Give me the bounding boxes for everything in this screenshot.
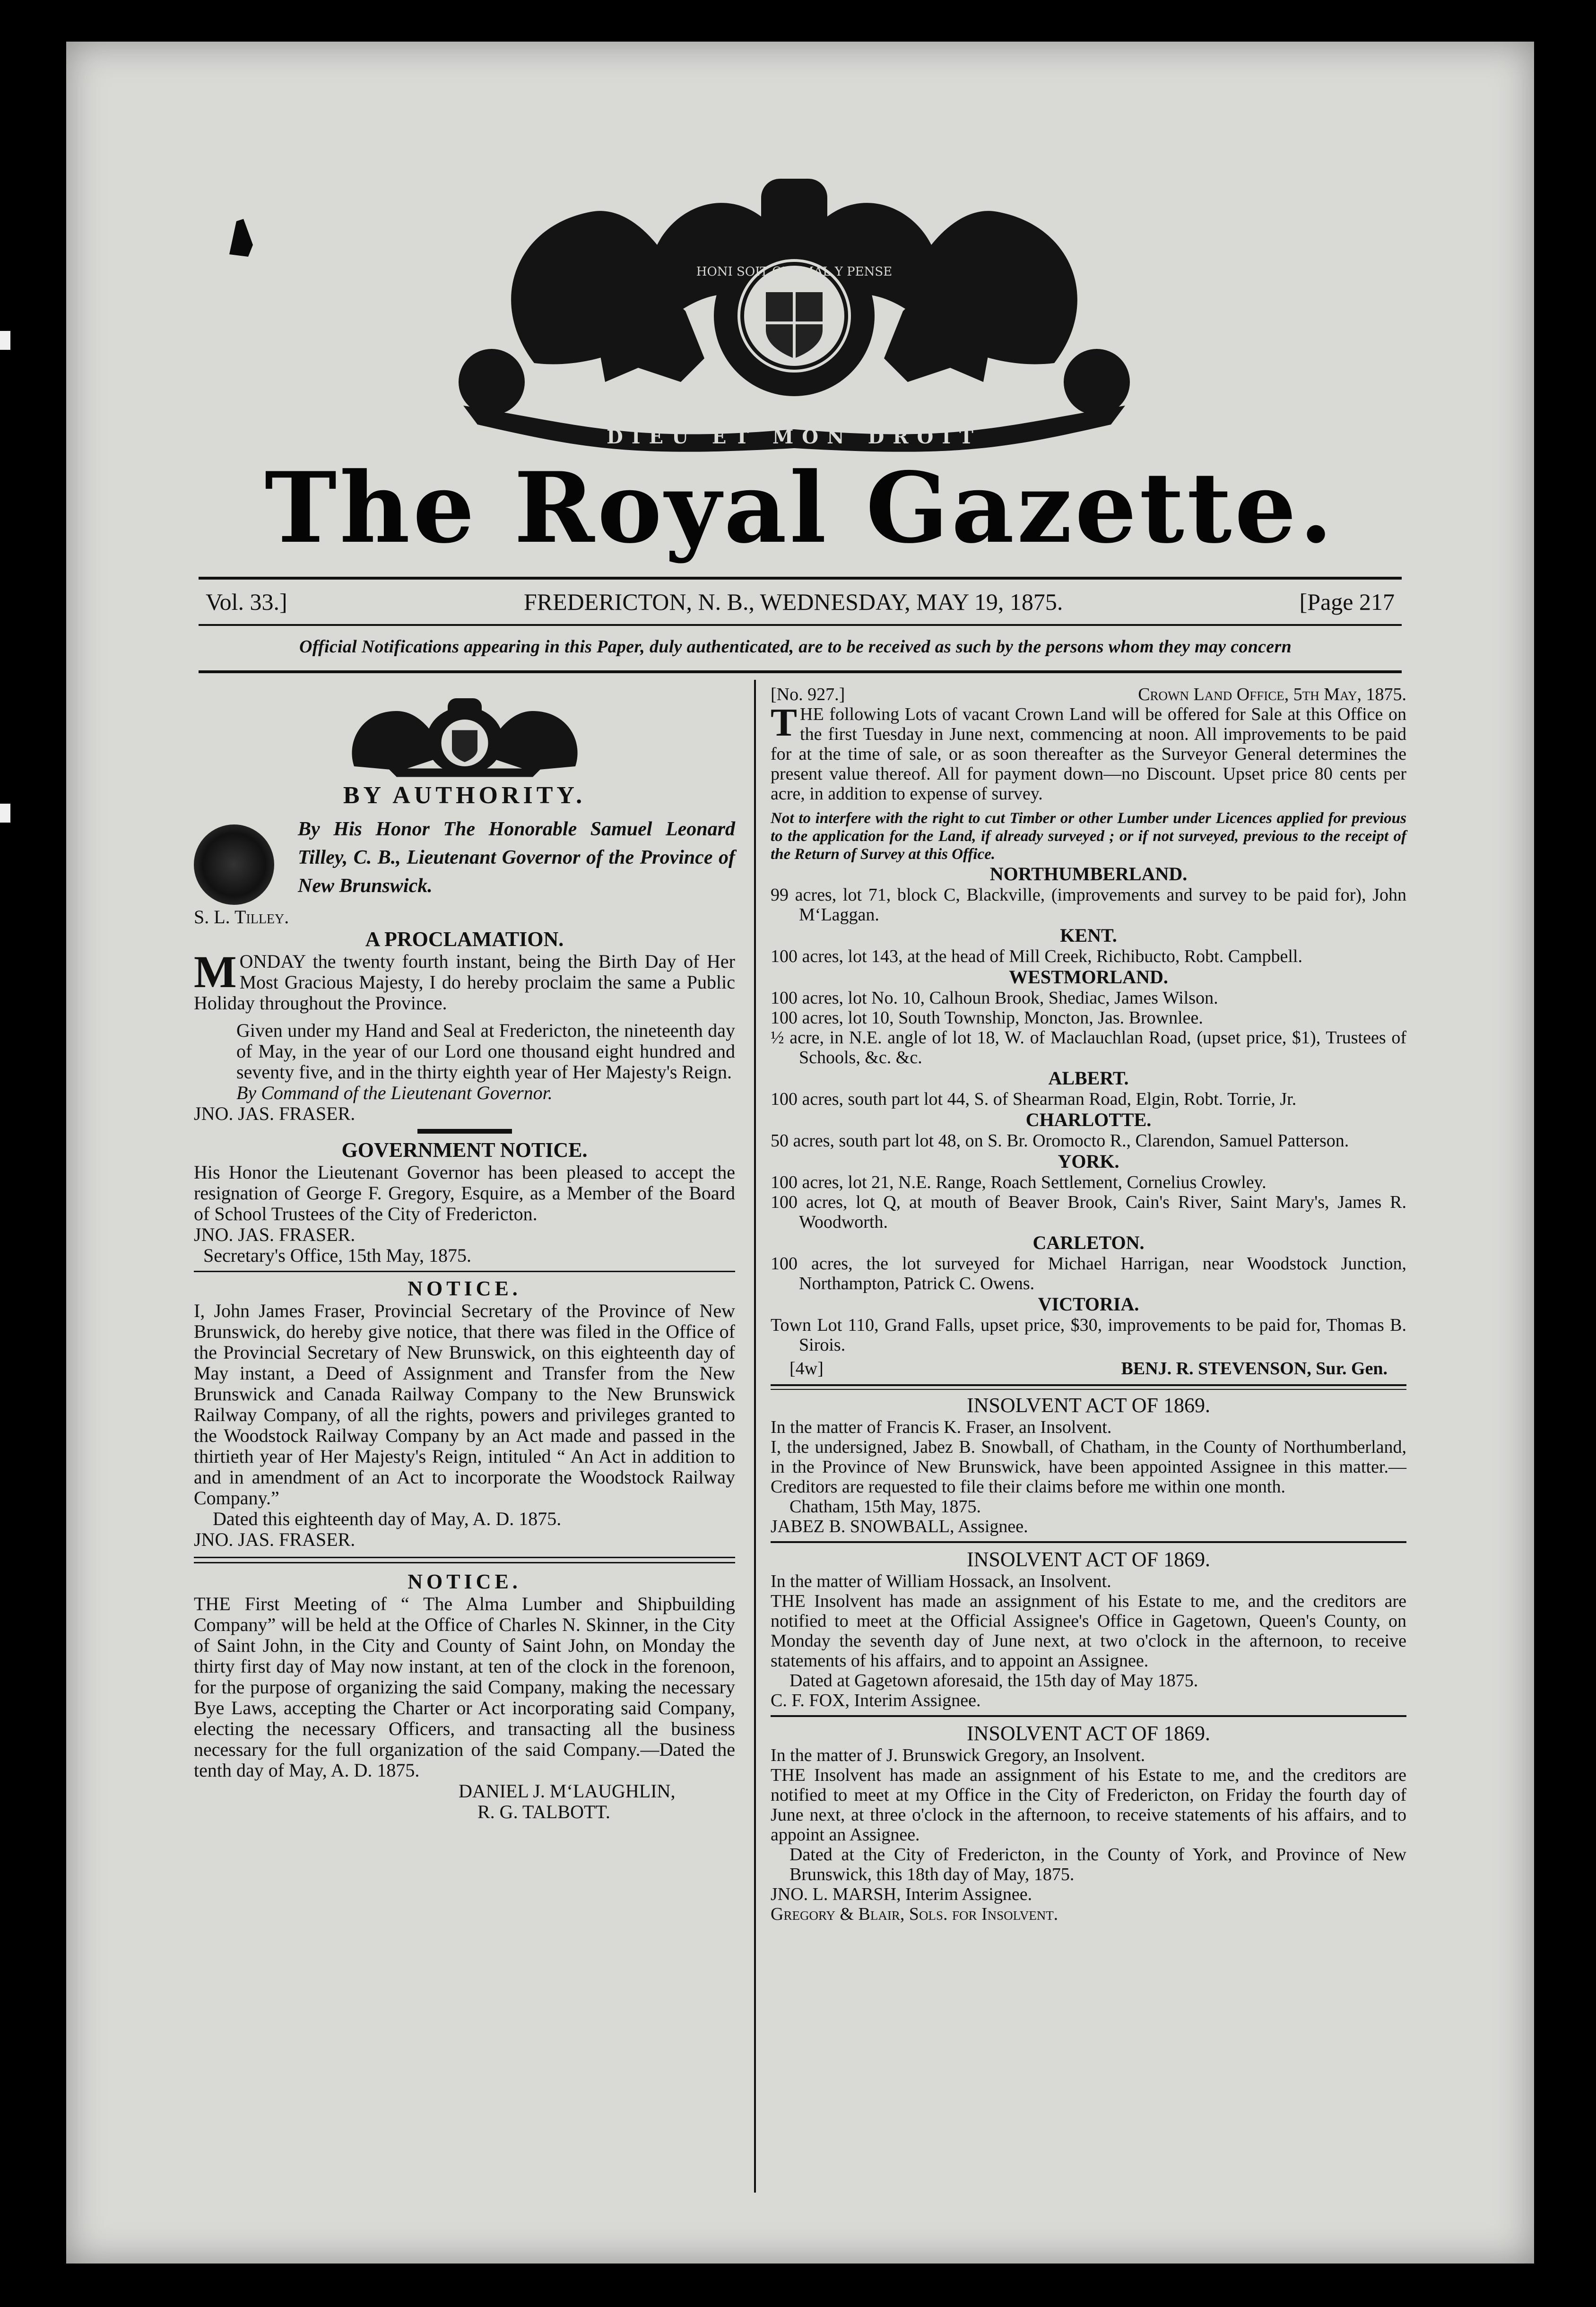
svg-text:HONI SOIT QUI MAL Y PENSE: HONI SOIT QUI MAL Y PENSE — [696, 265, 893, 279]
signature-fraser-1: JNO. JAS. FRASER. — [194, 1103, 356, 1124]
section-rule — [194, 1562, 735, 1563]
land-lot-entry: ½ acre, in N.E. angle of lot 18, W. of Maclauchlan Road, (upset price, $1), Trustees of Schools, &c. &c. — [771, 1028, 1406, 1067]
insolvent-matter-3: In the matter of J. Brunswick Gregory, an Insolvent. — [771, 1745, 1145, 1765]
secretary-office-date: Secretary's Office, 15th May, 1875. — [203, 1245, 472, 1266]
land-lot-entry: 100 acres, south part lot 44, S. of Shearman Road, Elgin, Robt. Torrie, Jr. — [771, 1089, 1297, 1109]
insolvent-dated-3: Dated at the City of Fredericton, in the County of York, and Province of New Brunswick, this 18th day of May, 1875. — [789, 1845, 1406, 1884]
insolvent-signature-3: JNO. L. MARSH, Interim Assignee. — [771, 1884, 1032, 1904]
official-seal — [194, 824, 274, 905]
land-lot-entry: 100 acres, lot No. 10, Calhoun Brook, Shediac, James Wilson. — [771, 988, 1218, 1008]
land-lot-entry: 100 acres, lot 10, South Township, Moncton, Jas. Brownlee. — [771, 1008, 1203, 1028]
county-heading: KENT. — [1060, 925, 1117, 946]
insolvent-matter-2: In the matter of William Hossack, an Insolvent. — [771, 1571, 1111, 1591]
stevenson-signature-line — [771, 1359, 1406, 1379]
crown-land-office-date: Crown Land Office, 5th May, 1875. — [1138, 685, 1406, 704]
insolvent-act-heading-1: INSOLVENT ACT OF 1869. — [966, 1394, 1211, 1417]
signature-fraser-2: JNO. JAS. FRASER. — [194, 1224, 356, 1245]
by-authority-heading: BY AUTHORITY. — [343, 782, 586, 809]
signature-tilley: S. L. Tilley. — [194, 906, 289, 928]
scan-edge-tab-top — [0, 331, 10, 350]
insolvent-act-heading-2: INSOLVENT ACT OF 1869. — [966, 1548, 1211, 1571]
proclamation-heading: A PROCLAMATION. — [365, 928, 564, 951]
masthead-rule-top — [199, 577, 1402, 580]
land-lot-entry: 100 acres, lot Q, at mouth of Beaver Brook, Cain's River, Saint Mary's, James R. Woodworth. — [771, 1192, 1406, 1232]
scan-edge-tab-bottom — [0, 804, 10, 823]
proclamation-authority: By His Honor The Honorable Samuel Leonard Tilley, C. B., Lieutenant Governor of the Province of New Brunswick. — [298, 818, 735, 897]
notice-signature-talbott: R. G. TALBOTT. — [477, 1801, 610, 1822]
by-command: By Command of the Lieutenant Governor. — [236, 1082, 553, 1103]
land-lot-entry: 100 acres, the lot surveyed for Michael Harrigan, near Woodstock Junction, Northampton, Patrick C. Owens. — [771, 1254, 1406, 1293]
crown-land-intro-text: HE following Lots of vacant Crown Land will be offered for Sale at this Office on the first Tuesday in June next, commencing at noon. All improvements to be paid for at the time of sale, or as soon thereafter as the Surveyor General determines the present value thereof. All for payment down—no Discount. Upset price 80 cents per acre, in addition to expense of survey. — [771, 704, 1406, 804]
crown-land-proviso: Not to interfere with the right to cut Timber or other Lumber under Licences applied for previous to the application for the Land, if already surveyed ; or if not surveyed, previous to the receipt of the Return of Survey at this Office. — [771, 810, 1406, 863]
land-lot-entry: 99 acres, lot 71, block C, Blackville, (improvements and survey to be paid for), John M‘Laggan. — [771, 885, 1406, 925]
government-notice-body: His Honor the Lieutenant Governor has been pleased to accept the resignation of George F. Gregory, Esquire, as a Member of the Board of School Trustees of the City of Fredericton. — [194, 1162, 735, 1224]
county-lot-listings — [771, 863, 1406, 1355]
section-rule — [771, 1541, 1406, 1543]
county-heading: CHARLOTTE. — [1025, 1109, 1152, 1130]
insolvent-dated-1: Chatham, 15th May, 1875. — [789, 1497, 981, 1517]
crown-land-header — [771, 685, 1406, 704]
insolvent-act-heading-3: INSOLVENT ACT OF 1869. — [966, 1722, 1211, 1745]
masthead-rule-mid — [199, 624, 1402, 626]
county-heading: NORTHUMBERLAND. — [989, 863, 1188, 885]
section-rule — [417, 1129, 512, 1134]
section-rule — [771, 1389, 1406, 1390]
section-rule — [771, 1384, 1406, 1386]
county-heading: VICTORIA. — [1038, 1293, 1139, 1315]
small-royal-arms-emblem — [323, 694, 607, 779]
county-heading: YORK. — [1058, 1151, 1119, 1172]
section-rule — [194, 1557, 735, 1558]
land-lot-entry: 100 acres, lot 143, at the head of Mill Creek, Richibucto, Robt. Campbell. — [771, 946, 1302, 966]
royal-coat-of-arms-emblem — [392, 160, 1196, 462]
place-and-date: FREDERICTON, N. B., WEDNESDAY, MAY 19, 1875. — [523, 589, 1063, 615]
county-heading: ALBERT. — [1048, 1067, 1129, 1089]
column-divider — [754, 680, 756, 2193]
insolvent-signature-2: C. F. FOX, Interim Assignee. — [771, 1691, 981, 1710]
svg-text:DIEU ET MON DROIT: DIEU ET MON DROIT — [607, 426, 982, 448]
section-rule — [771, 1715, 1406, 1717]
land-lot-entry: 50 acres, south part lot 48, on S. Br. Oromocto R., Clarendon, Samuel Patterson. — [771, 1131, 1349, 1151]
notice-number: [No. 927.] — [771, 685, 845, 704]
proclamation-text: ONDAY the twenty fourth instant, being the Birth Day of Her Most Gracious Majesty, I do hereby proclaim the same a Public Holiday throughout the Province. — [194, 951, 735, 1014]
county-heading: WESTMORLAND. — [1009, 966, 1168, 988]
proclamation-given: Given under my Hand and Seal at Fredericton, the nineteenth day of May, in the year of our Lord one thousand eight hundred and seventy five, and in the thirty eighth year of Her Majesty's Reign. — [236, 1020, 735, 1083]
newspaper-title: The Royal Gazette. — [264, 451, 1336, 565]
insolvent-dated-2: Dated at Gagetown aforesaid, the 15th day of May 1875. — [789, 1671, 1198, 1691]
ink-blot-mark — [225, 217, 258, 259]
masthead-rule-bottom — [199, 670, 1402, 673]
dateline — [206, 585, 1395, 618]
crown-land-drop-cap: T — [771, 701, 798, 745]
insolvent-signature-1: JABEZ B. SNOWBALL, Assignee. — [771, 1517, 1028, 1536]
government-notice-heading: GOVERNMENT NOTICE. — [341, 1138, 588, 1162]
volume-number: Vol. 33.] — [206, 589, 287, 615]
insolvent-body-3: THE Insolvent has made an assignment of his Estate to me, and the creditors are notified to meet at my Office in the City of Fredericton, on Friday the fourth day of June next, at three o'clock in the afternoon, to receive statements of his affairs, and to appoint an Assignee. — [771, 1765, 1406, 1845]
crown-land-intro — [771, 701, 1406, 804]
left-column — [194, 685, 735, 1822]
solicitors-line: Gregory & Blair, Sols. for Insolvent. — [771, 1904, 1058, 1924]
proclamation-body — [194, 946, 735, 1014]
right-column — [771, 685, 1406, 1924]
signature-fraser-3: JNO. JAS. FRASER. — [194, 1529, 356, 1550]
insolvent-body-2: THE Insolvent has made an assignment of his Estate to me, and the creditors are notified to meet at the Official Assignee's Office in Gagetown, Queen's County, on Monday the seventh day of June next, at two o'clock in the afternoon, to receive statements of his affairs, and to appoint an Assignee. — [771, 1591, 1406, 1671]
proclamation-drop-cap: M — [194, 946, 237, 997]
notice-body-1: I, John James Fraser, Provincial Secretary of the Province of New Brunswick, do hereby give notice, that there was filed in the Office of the Provincial Secretary of New Brunswick, on this eighteenth day of May instant, a Deed of Assignment and Transfer from the New Brunswick and Canada Railway Company to the New Brunswick Railway Company, of all the rights, powers and privileges granted to the Woodstock Railway Company by an Act made and passed in the thirtieth year of Her Majesty's Reign, intituled “ An Act in addition to and in amendment of an Act to incorporate the Woodstock Railway Company.” — [194, 1300, 735, 1509]
section-rule — [194, 1271, 735, 1272]
notice-body-2: THE First Meeting of “ The Alma Lumber and Shipbuilding Company” will be held at the Office of Charles N. Skinner, in the City of Saint John, in the City and County of Saint John, on Monday the thirty first day of May now instant, at ten of the clock in the forenoon, for the purpose of organizing the said Company, making the necessary Bye Laws, accepting the Charter or Act incorporating said Company, electing the necessary Officers, and transacting all the business necessary for the full organization of the said Company.—Dated the tenth day of May, A. D. 1875. — [194, 1593, 735, 1781]
notice-dated-1: Dated this eighteenth day of May, A. D. 1875. — [213, 1508, 562, 1529]
notice-heading-1: NOTICE. — [408, 1277, 521, 1300]
signature-stevenson: BENJ. R. STEVENSON, Sur. Gen. — [1121, 1359, 1388, 1379]
notice-heading-2: NOTICE. — [408, 1570, 521, 1593]
land-lot-entry: Town Lot 110, Grand Falls, upset price, $30, improvements to be paid for, Thomas B. Sirois. — [771, 1315, 1406, 1355]
notice-signature-mclaughlin: DANIEL J. M‘LAUGHLIN, — [459, 1780, 676, 1802]
official-notifications-note: Official Notifications appearing in this Paper, duly authenticated, are to be received as such by the persons whom they may concern — [299, 637, 1292, 657]
county-heading: CARLETON. — [1032, 1232, 1145, 1253]
gazette-page — [66, 42, 1534, 2264]
land-lot-entry: 100 acres, lot 21, N.E. Range, Roach Settlement, Cornelius Crowley. — [771, 1172, 1266, 1192]
insertion-count: [4w] — [789, 1359, 824, 1379]
insolvent-matter-1: In the matter of Francis K. Fraser, an Insolvent. — [771, 1417, 1112, 1437]
page-number: [Page 217 — [1299, 589, 1395, 615]
insolvent-body-1: I, the undersigned, Jabez B. Snowball, of Chatham, in the County of Northumberland, in the Province of New Brunswick, have been appointed Assignee in this matter.—Creditors are requested to file their claims before me within one month. — [771, 1437, 1406, 1497]
